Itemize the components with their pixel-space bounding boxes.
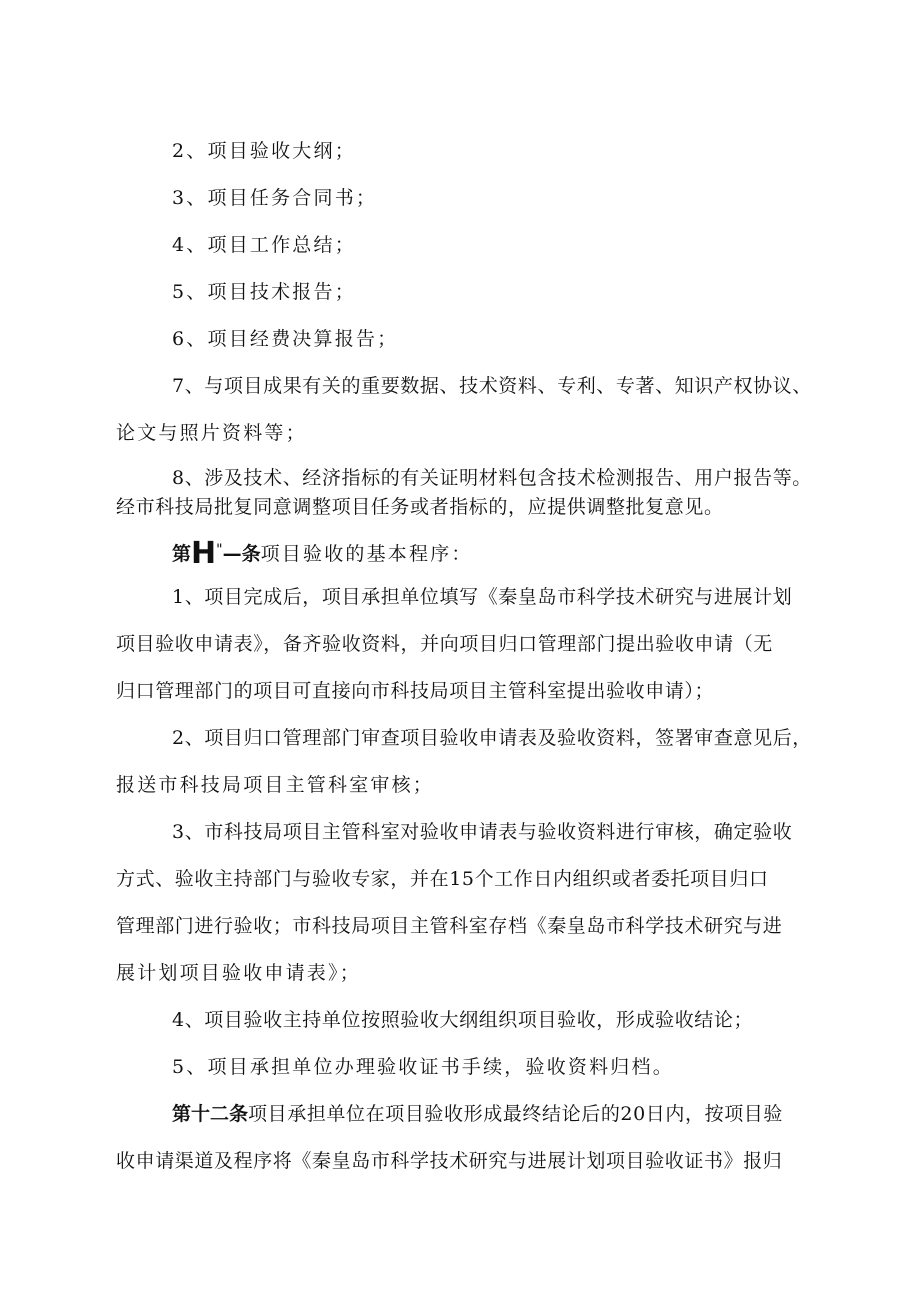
article-tick: " — [216, 542, 223, 558]
step-5: 5、项目承担单位办理验收证书手续，验收资料归档。 — [172, 1056, 674, 1078]
step-1-line3: 归口管理部门的项目可直接向市科技局项目主管科室提出验收申请）； — [116, 680, 715, 702]
article-12-line1 — [0, 1101, 920, 1127]
list-item: 6、项目经费决算报告； — [172, 328, 399, 350]
step-1-line2: 项目验收申请表》，备齐验收资料，并向项目归口管理部门提出验收申请（无 — [116, 633, 773, 655]
article-12-text: 项目承担单位在项目验收形成最终结论后的20日内，按项目验 — [248, 1103, 783, 1125]
step-1-line1: 1、项目完成后，项目承担单位填写《秦皇岛市科学技术研究与进展计划 — [172, 586, 793, 608]
article-11-heading — [0, 536, 920, 571]
list-item-8-line1: 8、涉及技术、经济指标的有关证明材料包含技术检测报告、用户报告等。 — [172, 467, 812, 489]
article-suffix: —条 — [222, 543, 261, 565]
step-3-line2: 方式、验收主持部门与验收专家，并在15个工作日内组织或者委托项目归口 — [116, 868, 769, 890]
step-2-line1: 2、项目归口管理部门审查项目验收申请表及验收资料，签署审查意见后， — [172, 727, 812, 749]
article-12-line2: 收申请渠道及程序将《秦皇岛市科学技术研究与进展计划项目验收证书》报归 — [116, 1150, 783, 1172]
step-3-line3: 管理部门进行验收；市科技局项目主管科室存档《秦皇岛市科学技术研究与进 — [116, 915, 783, 937]
article-12-label: 第十二条 — [172, 1103, 249, 1125]
list-item-7-line2: 论文与照片资料等； — [116, 422, 307, 444]
article-big-letter: H — [191, 536, 217, 571]
step-2-line2: 报送市科技局项目主管科室审核； — [116, 774, 435, 796]
article-prefix: 第 — [172, 543, 192, 565]
list-item: 3、项目任务合同书； — [172, 187, 378, 209]
step-4: 4、项目验收主持单位按照验收大纲组织项目验收，形成验收结论； — [172, 1009, 754, 1031]
list-item: 5、项目技术报告； — [172, 281, 356, 303]
step-3-line1: 3、市科技局项目主管科室对验收申请表与验收资料进行审核，确定验收 — [172, 821, 793, 843]
step-3-line4: 展计划项目验收申请表》； — [116, 962, 361, 984]
list-item-7-line1: 7、与项目成果有关的重要数据、技术资料、专利、专著、知识产权协议、 — [172, 375, 812, 397]
article-11-text: 项目验收的基本程序： — [260, 543, 473, 565]
list-item-8-line2: 经市科技局批复同意调整项目任务或者指标的，应提供调整批复意见。 — [116, 496, 724, 518]
list-item: 2、项目验收大纲； — [172, 140, 356, 162]
list-item: 4、项目工作总结； — [172, 234, 356, 256]
